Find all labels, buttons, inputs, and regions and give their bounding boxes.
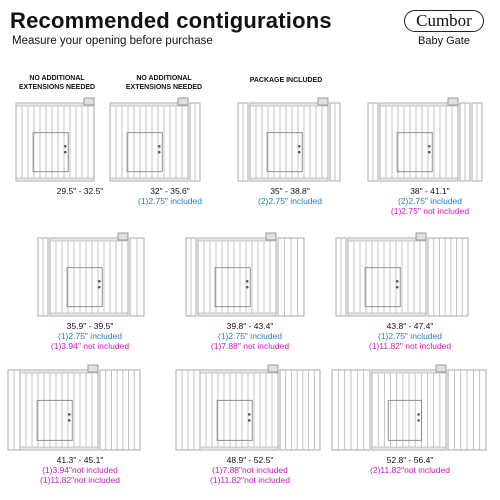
config-gate-7 (330, 230, 490, 360)
config-gate-6 (170, 230, 330, 360)
note-no-extensions-1: NO ADDITIONAL EXTENSIONS NEEDED (18, 75, 96, 91)
gate-latch (428, 151, 431, 154)
gate-door (388, 400, 421, 440)
gate-bottom-rail (16, 178, 94, 181)
extension-not-included: (1)11.82"not included (210, 475, 290, 485)
gate-top-rail (200, 370, 278, 373)
size-range: 38" - 41.1" (410, 186, 450, 196)
extension-not-included: (1)3.94"not included (42, 465, 118, 475)
gate-handle (318, 98, 328, 105)
gate-top-rail (16, 103, 94, 106)
gate-top-rail (380, 103, 458, 106)
gate-latch (64, 145, 67, 148)
gate-latch (246, 286, 249, 289)
gate-handle (118, 233, 128, 240)
note-package-included: PACKAGE INCLUDED (249, 77, 323, 84)
size-range: 41.3" - 45.1" (56, 455, 104, 465)
extension-not-included: (1)2.75" not included (390, 206, 470, 216)
gate-handle (266, 233, 276, 240)
gate-latch (248, 419, 251, 422)
gate-bottom-rail (198, 313, 276, 316)
size-range: 39.8" - 43.4" (226, 321, 274, 331)
extension-not-included: (2)11.82"not included (370, 465, 450, 475)
extension-not-included: (1)11.82"not included (40, 475, 120, 485)
extension-not-included: (1)11.82" not included (368, 341, 452, 351)
gate-latch (396, 286, 399, 289)
note-no-extensions-2: NO ADDITIONAL EXTENSIONS NEEDED (125, 75, 203, 91)
gate-latch (68, 413, 71, 416)
gate-door (33, 133, 68, 172)
extension-included: (2)2.75" included (258, 196, 322, 206)
gate-door (267, 133, 302, 172)
size-range: 29.5" - 32.5" (56, 186, 104, 196)
extension-included: (1)2.75" included (138, 196, 202, 206)
gate-bottom-rail (380, 178, 458, 181)
gate-handle (268, 365, 278, 372)
gate-top-rail (372, 370, 446, 373)
gate-latch (396, 280, 399, 283)
gate-handle (436, 365, 446, 372)
gate-latch (428, 145, 431, 148)
gate-door (67, 268, 102, 307)
gate-door (127, 133, 162, 172)
gate-latch (246, 280, 249, 283)
config-gate-3 (210, 95, 370, 225)
config-gate-10 (330, 362, 490, 492)
page-subtitle: Measure your opening before purchase (12, 35, 213, 47)
gate-latch (298, 151, 301, 154)
gate-top-rail (110, 103, 188, 106)
size-range: 32" - 35.6" (150, 186, 190, 196)
extension-not-included: (1)3.94" not included (50, 341, 130, 351)
brand-subtitle: Baby Gate (418, 35, 470, 47)
extension-included: (1)2.75" included (58, 331, 122, 341)
extension-included: (1)2.75" included (378, 331, 442, 341)
gate-door (217, 400, 252, 440)
gate-bottom-rail (348, 313, 426, 316)
gate-door (365, 268, 400, 307)
size-range: 43.8" - 47.4" (386, 321, 434, 331)
gate-top-rail (250, 103, 328, 106)
gate-handle (448, 98, 458, 105)
gate-handle (416, 233, 426, 240)
gate-latch (158, 151, 161, 154)
size-range: 35.9" - 39.5" (66, 321, 114, 331)
gate-bottom-rail (250, 178, 328, 181)
page-title: Recommended contigurations (10, 8, 332, 33)
extension-not-included: (1)7.88" not included (210, 341, 290, 351)
gate-latch (417, 419, 420, 422)
size-range: 52.8" - 56.4" (386, 455, 434, 465)
gate-door (37, 400, 72, 440)
size-range: 35" - 38.8" (270, 186, 310, 196)
config-gate-9 (170, 362, 330, 492)
gate-door (215, 268, 250, 307)
gate-handle (178, 98, 188, 105)
extension-included: (2)2.75" included (398, 196, 462, 206)
gate-bottom-rail (110, 178, 188, 181)
gate-top-rail (348, 238, 426, 241)
gate-bottom-rail (372, 447, 446, 450)
gate-latch (298, 145, 301, 148)
gate-latch (158, 145, 161, 148)
gate-top-rail (20, 370, 98, 373)
gate-latch (64, 151, 67, 154)
gate-bottom-rail (20, 447, 98, 450)
gate-bottom-rail (50, 313, 128, 316)
brand-logo: Cumbor (404, 10, 484, 32)
extension-not-included: (1)7.88"not included (212, 465, 288, 475)
extension-included: (1)2.75" included (218, 331, 282, 341)
config-gate-5 (10, 230, 170, 360)
gate-latch (98, 280, 101, 283)
gate-top-rail (50, 238, 128, 241)
size-range: 48.9" - 52.5" (226, 455, 274, 465)
gate-latch (248, 413, 251, 416)
config-gate-8 (0, 362, 160, 492)
gate-handle (88, 365, 98, 372)
gate-bottom-rail (200, 447, 278, 450)
gate-latch (417, 413, 420, 416)
config-gate-4 (350, 95, 500, 225)
gate-latch (68, 419, 71, 422)
gate-latch (98, 286, 101, 289)
gate-door (397, 133, 432, 172)
gate-top-rail (198, 238, 276, 241)
